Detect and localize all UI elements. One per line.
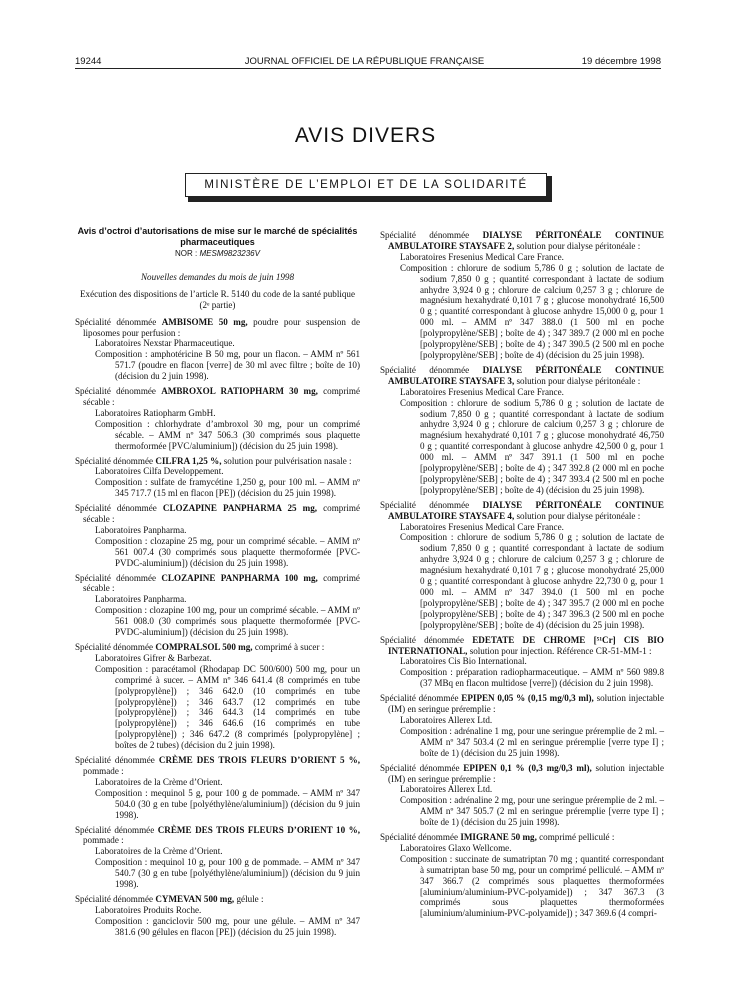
entry-form: solution pour dialyse péritonéale : [514,375,641,386]
composition: Composition : clozapine 25 mg, pour un comprimé sécable. – AMM nº 561 007.4 (30 comprimés sous plaquette thermoformée [PVC-PVDC-aluminium]) (décision du 25 juin 1998). [95,535,360,568]
specialty-entry [75,573,360,638]
composition: Composition : adrénaline 2 mg, pour une seringue préremplie de 2 ml. – AMM nº 347 505.7 (2 ml en seringue préremplie [verre type I] ; boîte de 1) (décision du 25 juin 1998). [400,795,664,828]
laboratory: Laboratoires Gifrer & Barbezat. [95,652,212,663]
page-number: 19244 [75,56,102,67]
product-name: CLOZAPINE PANPHARMA 25 mg, [162,503,318,514]
composition: Composition : mequinol 10 g, pour 100 g de pommade. – AMM nº 347 540.7 (30 g en tube [polyéthylène/aluminium]) (décision du 9 juin 1998). [95,857,360,890]
entry-heading [75,317,360,339]
entry-form: comprimé sécable : [83,572,360,594]
composition: Composition : chlorure de sodium 5,786 0 g ; solution de lactate de sodium 7,850 0 g ; quantité correspondant à lactate de sodium anhydre 3,924 0 g ; chlorure de calcium 0,257 3 g ; chlorure de magnésium hexahydraté 0,101 7 g ; glucose monohydraté 46,750 0 g ; quantité correspondant à glucose anhydre 42,500 0 g, pour 1 000 ml. – AMM nº 347 391.1 (1 500 ml en poche [polypropylène/SEB] ; boîte de 4) ; 347 392.8 (2 000 ml en poche [polypropylène/SEB] ; boîte de 4) ; 347 393.4 (2 500 ml en poche [polypropylène/SEB] ; boîte de 4) (décision du 25 juin 1998). [400,397,664,495]
laboratory: Laboratoires Cilfa Developpement. [95,466,224,477]
left-column [75,226,360,938]
product-name: COMPRALSOL 500 mg, [155,642,253,652]
laboratory: Laboratoires Fresenius Medical Care France. [400,386,564,397]
right-column [380,226,664,919]
specialty-entry [75,456,360,500]
specialty-entry [380,635,664,690]
composition: Composition : ganciclovir 500 mg, pour une gélule. – AMM nº 347 381.6 (90 gélules en flacon [PE]) (décision du 25 juin 1998). [95,915,360,937]
product-name: EPIPEN 0,05 % (0,15 mg/0,3 ml), [461,693,594,704]
issue-date: 19 décembre 1998 [581,56,661,67]
entry-heading [75,894,360,905]
product-name: IMIGRANE 50 mg, [460,832,537,843]
laboratory: Laboratoires Glaxo Wellcome. [400,842,512,853]
entry-heading [380,832,664,843]
notice-title: Avis d’octroi d’autorisations de mise sur le marché de spécialités pharmaceutiques [77,226,358,247]
entry-heading [75,573,360,595]
product-name: CYMEVAN 500 mg, [155,893,235,904]
specialty-entry [75,825,360,890]
entry-form: comprimé sécable : [83,386,360,407]
entry-prefix: Spécialité dénommée [380,364,483,375]
laboratory: Laboratoires Panpharma. [95,524,187,535]
entry-prefix: Spécialité dénommée [380,230,483,240]
specialty-entry [380,230,664,361]
ministry-name: MINISTÈRE DE L’EMPLOI ET DE LA SOLIDARITÉ [185,173,547,197]
entry-heading [380,763,664,785]
nor-reference [75,249,360,260]
entry-prefix: Spécialité dénommée [75,386,162,397]
composition: Composition : clozapine 100 mg, pour un comprimé sécable. – AMM nº 561 008.0 (30 comprimés sous plaquette thermoformée [PVC-PVDC-aluminium]) (décision du 25 juin 1998). [95,605,360,638]
entry-heading [75,825,360,847]
product-name: CLOZAPINE PANPHARMA 100 mg, [161,572,318,583]
entry-prefix: Spécialité dénommée [380,762,464,773]
entry-heading [380,230,664,252]
specialty-entry [75,894,360,938]
laboratory: Laboratoires Fresenius Medical Care France. [400,521,564,532]
composition: Composition : succinate de sumatriptan 70 mg ; quantité correspondant à sumatriptan base 50 mg, pour un comprimé pelliculé. – AMM nº 347 366.7 (2 comprimés sous plaquettes thermoformées [aluminium/aluminium-PVC-polyamide]) ; 347 367.3 (3 comprimés sous plaquettes thermoformées [aluminium/aluminium-PVC-polyamide]) ; 347 369.6 (4 compri- [400,853,664,919]
composition: Composition : chlorhydrate d’ambroxol 30 mg, pour un comprimé sécable. – AMM nº 347 506.3 (30 comprimés sous plaquette thermoformée [PVC/aluminium]) (décision du 25 juin 1998). [95,418,360,451]
execution-note: Exécution des dispositions de l’article R. 5140 du code de la santé publique (2ᵉ partie) [79,288,356,310]
entry-heading [380,635,664,657]
laboratory: Laboratoires Fresenius Medical Care France. [400,251,564,262]
nor-label: NOR : [175,249,198,258]
composition: Composition : sulfate de framycétine 1,250 g, pour 100 ml. – AMM nº 345 717.7 (15 ml en flacon [PE]) (décision du 25 juin 1998). [95,477,360,499]
specialty-entry [75,755,360,820]
product-name: DIALYSE PÉRITONÉALE CONTINUE AMBULATOIRE STAYSAFE 2, [388,230,664,251]
entry-form: solution injectable (IM) en seringue préremplie : [388,693,664,715]
entry-form: comprimé sécable : [83,503,360,525]
entry-heading [75,503,360,525]
entries-right [380,230,664,919]
composition: Composition : amphotéricine B 50 mg, pour un flacon. – AMM nº 561 571.7 (poudre en flacon [verre] de 30 ml avec filtre ; boîte de 10) (décision du 2 juin 1998). [95,349,360,382]
entry-form: comprimé pelliculé : [536,832,615,843]
entry-heading [380,500,664,522]
specialty-entry [75,642,360,751]
entry-heading [75,386,360,408]
ministry-banner [185,173,549,199]
product-name: AMBROXOL RATIOPHARM 30 mg, [161,386,318,397]
entry-form: solution pour pulvérisation nasale : [221,455,352,466]
laboratory: Laboratoires de la Crème d’Orient. [95,846,223,857]
specialty-entry [75,386,360,451]
entry-prefix: Spécialité dénommée [75,893,156,904]
entry-prefix: Spécialité dénommée [380,499,483,510]
entry-form: poudre pour suspension de liposomes pour perfusion : [83,316,360,338]
specialty-entry [380,365,664,496]
entry-prefix: Spécialité dénommée [75,572,162,583]
entry-heading [380,693,664,715]
entry-prefix: Spécialité dénommée [75,824,158,835]
specialty-entry [380,763,664,828]
entry-heading [380,365,664,387]
entry-form: gélule : [234,893,264,904]
laboratory: Laboratoires de la Crème d’Orient. [95,776,223,787]
entry-prefix: Spécialité dénommée [75,455,156,466]
laboratory: Laboratoires Ratiopharm GmbH. [95,407,216,418]
specialty-entry [75,503,360,568]
composition: Composition : chlorure de sodium 5,786 0 g ; solution de lactate de sodium 7,850 0 g ; quantité correspondant à lactate de sodium anhydre 3,924 0 g ; chlorure de calcium 0,257 3 g ; chlorure de magnésium hexahydraté 0,101 7 g ; glucose monohydraté 16,500 0 g ; quantité correspondant à glucose anhydre 15,000 0 g, pour 1 000 ml. – AMM nº 347 388.0 (1 500 ml en poche [polypropylène/SEB] ; boîte de 4) ; 347 389.7 (2 000 ml en poche [polypropylène/SEB] ; boîte de 4) ; 347 390.5 (2 500 ml en poche [polypropylène/SEB] ; boîte de 4) (décision du 25 juin 1998). [400,262,664,360]
entry-form: solution pour injection. Référence CR-51-MM-1 : [467,645,652,656]
composition: Composition : préparation radiopharmaceutique. – AMM nº 560 989.8 (37 MBq en flacon multidose [verre]) (décision du 2 juin 1998). [400,667,664,689]
header-rule [75,68,661,69]
entry-prefix: Spécialité dénommée [75,316,162,327]
entry-prefix: Spécialité dénommée [380,693,462,704]
entry-prefix: Spécialité dénommée [75,503,163,514]
entry-prefix: Spécialité dénommée [380,634,473,645]
product-name: EPIPEN 0,1 % (0,3 mg/0,3 ml), [463,762,592,773]
laboratory: Laboratoires Produits Roche. [95,904,202,915]
composition: Composition : chlorure de sodium 5,786 0 g ; solution de lactate de sodium 7,850 0 g ; quantité correspondant à lactate de sodium anhydre 3,924 0 g ; chlorure de calcium 0,257 3 g ; chlorure de magnésium hexahydraté 0,101 7 g ; glucose monohydraté 25,000 0 g ; quantité correspondant à glucose anhydre 22,730 0 g, pour 1 000 ml. – AMM nº 347 394.0 (1 500 ml en poche [polypropylène/SEB] ; boîte de 4) ; 347 395.7 (2 000 ml en poche [polypropylène/SEB] ; boîte de 4) ; 347 396.3 (2 500 ml en poche [polypropylène/SEB] ; boîte de 4) (décision du 25 juin 1998). [400,532,664,630]
entry-heading [75,755,360,777]
laboratory: Laboratoires Nexstar Pharmaceutique. [95,338,235,349]
product-name: DIALYSE PÉRITONÉALE CONTINUE AMBULATOIRE STAYSAFE 4, [388,499,664,521]
entry-form: solution pour dialyse péritonéale : [514,510,641,521]
laboratory: Laboratoires Allerex Ltd. [400,784,493,795]
entry-form: solution pour dialyse péritonéale : [514,240,641,251]
specialty-entry [75,317,360,382]
product-name: CRÈME DES TROIS FLEURS D’ORIENT 5 %, [158,755,360,766]
entry-prefix: Spécialité dénommée [380,832,461,843]
product-name: CRÈME DES TROIS FLEURS D’ORIENT 10 %, [157,824,360,835]
specialty-entry [380,693,664,758]
entry-prefix: Spécialité dénommée [75,755,159,766]
product-name: CILFRA 1,25 %, [155,455,222,466]
laboratory: Laboratoires Allerex Ltd. [400,714,493,725]
product-name: EDETATE DE CHROME [⁵¹Cr] CIS BIO INTERNATIONAL, [388,634,664,656]
nor-code: MESM9823236V [199,249,260,258]
entry-form: comprimé à sucer : [252,642,325,652]
notice-subtitle: Nouvelles demandes du mois de juin 1998 [140,271,295,282]
entry-form: solution injectable (IM) en seringue préremplie : [388,762,664,784]
entry-form: pommade : [83,765,124,776]
section-title: AVIS DIVERS [294,124,437,147]
specialty-entry [380,832,664,919]
entry-heading [75,642,360,653]
composition: Composition : mequinol 5 g, pour 100 g de pommade. – AMM nº 347 504.0 (30 g en tube [polyéthylène/aluminium]) (décision du 9 juin 1998). [95,787,360,820]
entry-form: pommade : [83,835,124,846]
entry-prefix: Spécialité dénommée [75,642,156,652]
product-name: DIALYSE PÉRITONÉALE CONTINUE AMBULATOIRE STAYSAFE 3, [388,364,664,386]
laboratory: Laboratoires Cis Bio International. [400,656,527,667]
composition: Composition : adrénaline 1 mg, pour une seringue préremplie de 2 ml. – AMM nº 347 503.4 (2 ml en seringue préremplie [verre type I] ; boîte de 1) (décision du 25 juin 1998). [400,725,664,758]
composition: Composition : paracétamol (Rhodapap DC 500/600) 500 mg, pour un comprimé à sucer. – AMM nº 346 641.4 (8 comprimés en tube [polypropylène]) ; 346 642.0 (10 comprimés en tube [polypropylène]) ; 346 643.7 (12 comprimés en tube [polypropylène]) ; 346 644.3 (14 comprimés en tube [polypropylène]) ; 346 646.6 (16 comprimés en tube [polypropylène]) ; 346 647.2 (8 comprimés [polypropylène] ; boîtes de 2 tubes) (décision du 2 juin 1998). [95,663,360,751]
entries-left [75,317,360,938]
laboratory: Laboratoires Panpharma. [95,594,187,605]
product-name: AMBISOME 50 mg, [161,316,248,327]
entry-heading [75,456,360,467]
specialty-entry [380,500,664,631]
journal-title: JOURNAL OFFICIEL DE LA RÉPUBLIQUE FRANÇAISE [244,56,485,67]
